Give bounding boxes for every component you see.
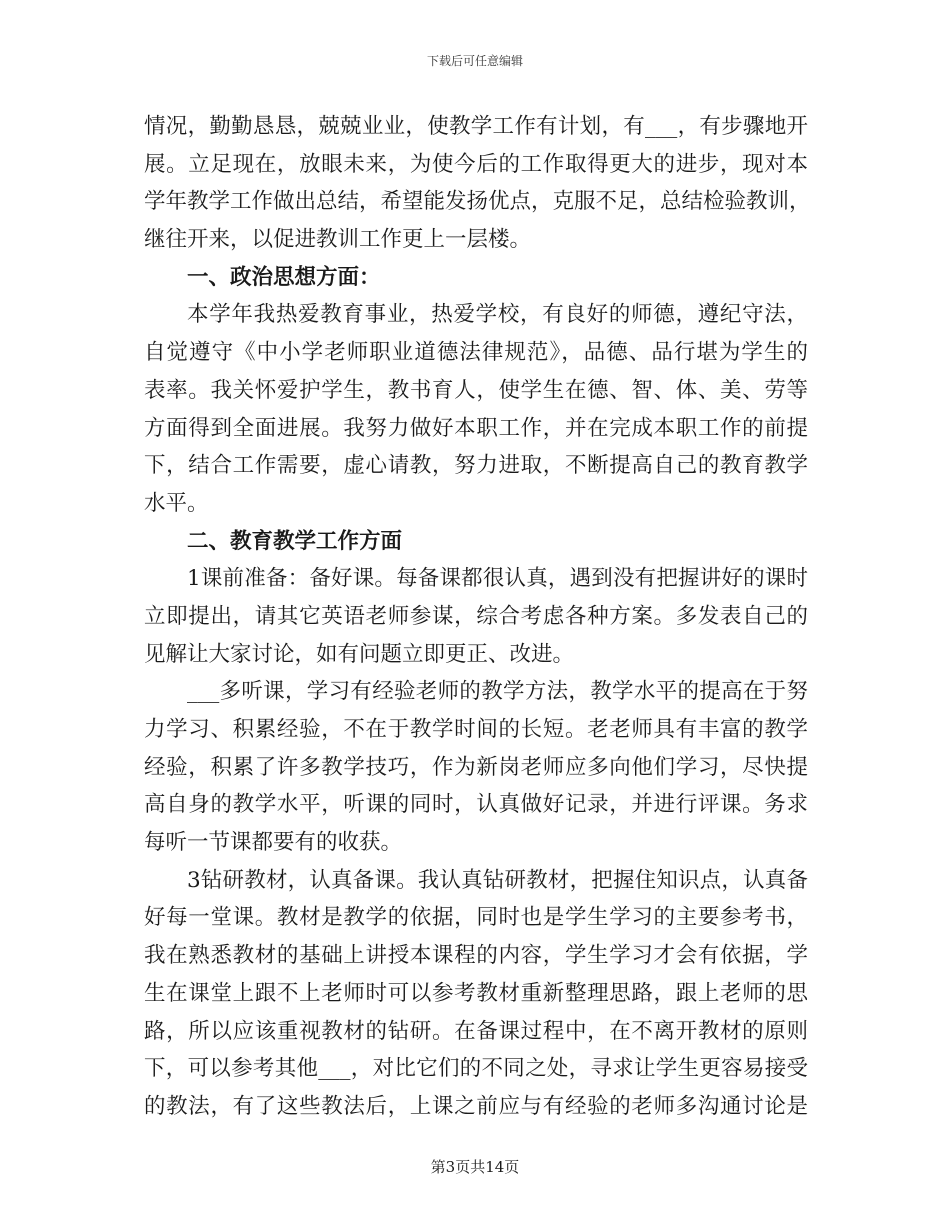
paragraph-line: 表率。我关怀爱护学生，教书育人，使学生在德、智、体、美、劳等 — [144, 377, 808, 403]
paragraph-line: 展。立足现在，放眼未来，为使今后的工作取得更大的进步，现对本 — [144, 151, 808, 177]
paragraph-line: 好每一堂课。教材是教学的依据，同时也是学生学习的主要参考书， — [144, 905, 808, 931]
paragraph-line: 高自身的教学水平，听课的同时，认真做好记录，并进行评课。务求 — [144, 792, 808, 818]
section-heading-politics: 一、政治思想方面： — [187, 264, 381, 290]
paragraph-line: 我在熟悉教材的基础上讲授本课程的内容，学生学习才会有依据，学 — [144, 943, 808, 969]
document-body — [144, 108, 811, 1126]
paragraph-line: 情况，勤勤恳恳，兢兢业业，使教学工作有计划，有___，有步骤地开 — [144, 114, 808, 139]
paragraph-line: 下，可以参考其他___，对比它们的不同之处，寻求让学生更容易接受 — [144, 1056, 808, 1082]
paragraph-line: 自觉遵守《中小学老师职业道德法律规范》，品德、品行堪为学生的 — [144, 340, 808, 366]
paragraph-line: 方面得到全面进展。我努力做好本职工作，并在完成本职工作的前提 — [144, 415, 808, 441]
paragraph-line: 路，所以应该重视教材的钻研。在备课过程中，在不离开教材的原则 — [144, 1018, 808, 1044]
page-number: 第3页共14页 — [430, 1158, 520, 1176]
paragraph-line: 的教法，有了这些教法后，上课之前应与有经验的老师多沟通讨论是 — [144, 1093, 808, 1119]
section-heading-teaching: 二、教育教学工作方面 — [187, 528, 403, 554]
paragraph-line: 继往开来，以促进教训工作更上一层楼。 — [144, 227, 532, 253]
page-header: 下载后可任意编辑 — [426, 54, 523, 68]
paragraph-line: 力学习、积累经验，不在于教学时间的长短。老老师具有丰富的教学 — [144, 717, 808, 742]
paragraph-line: 每听一节课都要有的收获。 — [144, 830, 403, 856]
paragraph-line: 1课前准备：备好课。每备课都很认真，遇到没有把握讲好的课时 — [187, 566, 808, 592]
paragraph-line: 学年教学工作做出总结，希望能发扬优点，克服不足，总结检验教训， — [144, 189, 811, 215]
paragraph-line: 3钻研教材，认真备课。我认真钻研教材，把握住知识点，认真备 — [187, 867, 808, 893]
paragraph-line: 见解让大家讨论，如有问题立即更正、改进。 — [144, 641, 575, 667]
paragraph-line: ___多听课，学习有经验老师的教学方法，教学水平的提高在于努 — [187, 679, 808, 705]
paragraph-line: 本学年我热爱教育事业，热爱学校，有良好的师德，遵纪守法， — [187, 302, 808, 328]
paragraph-line: 水平。 — [144, 490, 209, 516]
paragraph-line: 生在课堂上跟不上老师时可以参考教材重新整理思路，跟上老师的思 — [144, 980, 808, 1006]
paragraph-line: 下，结合工作需要，虚心请教，努力进取，不断提高自己的教育教学 — [144, 453, 808, 479]
paragraph-line: 经验，积累了许多教学技巧，作为新岗老师应多向他们学习，尽快提 — [144, 754, 808, 780]
paragraph-line: 立即提出，请其它英语老师参谋，综合考虑各种方案。多发表自己的 — [144, 603, 808, 629]
